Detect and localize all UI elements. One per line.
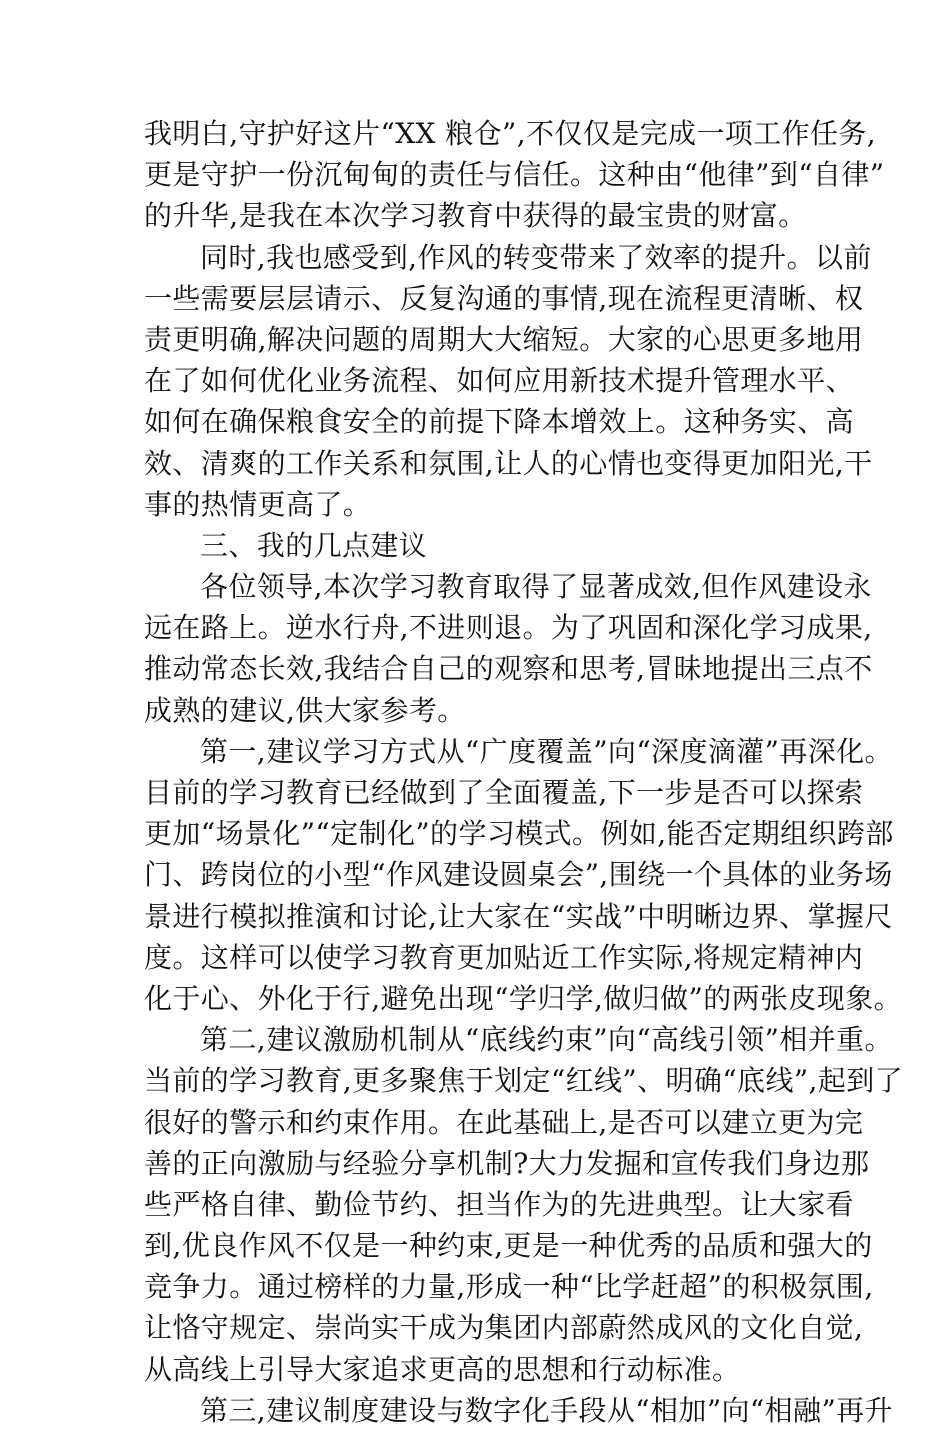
text-line: 更加“场景化”“定制化”的学习模式。例如,能否定期组织跨部 — [144, 817, 894, 851]
text-line: 景进行模拟推演和讨论,让大家在“实战”中明晰边界、掌握尺 — [144, 899, 893, 933]
paragraph-first-line: 各位领导,本次学习教育取得了显著成效,但作风建设永 — [200, 570, 872, 604]
text-line: 让恪守规定、崇尚实干成为集团内部蔚然成风的文化自觉, — [144, 1311, 864, 1345]
paragraph-first-line: 三、我的几点建议 — [200, 528, 428, 562]
text-line: 化于心、外化于行,避免出现“学归学,做归做”的两张皮现象。 — [144, 981, 903, 1015]
text-line: 如何在确保粮食安全的前提下降本增效上。这种务实、高 — [144, 405, 855, 439]
text-line: 责更明确,解决问题的周期大大缩短。大家的心思更多地用 — [144, 322, 864, 356]
text-line: 很好的警示和约束作用。在此基础上,是否可以建立更为完 — [144, 1105, 864, 1139]
paragraph-first-line: 第一,建议学习方式从“广度覆盖”向“深度滴灌”再深化。 — [200, 734, 893, 768]
text-line: 善的正向激励与经验分享机制?大力发掘和宣传我们身边那 — [144, 1146, 870, 1180]
text-line: 我明白,守护好这片“XX 粮仓”,不仅仅是完成一项工作任务, — [144, 117, 877, 150]
text-line: 到,优良作风不仅是一种约束,更是一种优秀的品质和强大的 — [144, 1229, 873, 1263]
text-line: 目前的学习教育已经做到了全面覆盖,下一步是否可以探索 — [144, 776, 864, 809]
text-line: 事的热情更高了。 — [144, 487, 372, 521]
text-line: 门、跨岗位的小型“作风建设圆桌会”,围绕一个具体的业务场 — [144, 858, 893, 892]
text-line: 些严格自律、勤俭节约、担当作为的先进典型。让大家看 — [144, 1187, 855, 1221]
text-line: 远在路上。逆水行舟,不进则退。为了巩固和深化学习成果, — [144, 611, 873, 645]
document-body — [144, 113, 904, 1431]
paragraph-first-line: 第二,建议激励机制从“底线约束”向“高线引领”相并重。 — [200, 1023, 893, 1057]
text-line: 成熟的建议,供大家参考。 — [144, 693, 466, 727]
text-line: 度。这样可以使学习教育更加贴近工作实际,将规定精神内 — [144, 940, 864, 974]
text-line: 更是守护一份沉甸甸的责任与信任。这种由“他律”到“自律” — [144, 158, 885, 192]
text-line: 当前的学习教育,更多聚焦于划定“红线”、明确“底线”,起到了 — [144, 1064, 904, 1098]
text-line: 从高线上引导大家追求更高的思想和行动标准。 — [144, 1352, 741, 1386]
text-line: 的升华,是我在本次学习教育中获得的最宝贵的财富。 — [144, 199, 807, 233]
text-line: 竞争力。通过榜样的力量,形成一种“比学赶超”的积极氛围, — [144, 1270, 874, 1304]
paragraph-first-line: 第三,建议制度建设与数字化手段从“相加”向“相融”再升 — [200, 1393, 893, 1427]
text-line: 一些需要层层请示、反复沟通的事情,现在流程更清晰、权 — [144, 281, 864, 315]
text-line: 推动常态长效,我结合自己的观察和思考,冒昧地提出三点不 — [144, 652, 873, 686]
text-line: 效、清爽的工作关系和氛围,让人的心情也变得更加阳光,干 — [144, 446, 873, 480]
text-line: 在了如何优化业务流程、如何应用新技术提升管理水平、 — [144, 364, 855, 398]
paragraph-first-line: 同时,我也感受到,作风的转变带来了效率的提升。以前 — [200, 240, 872, 274]
